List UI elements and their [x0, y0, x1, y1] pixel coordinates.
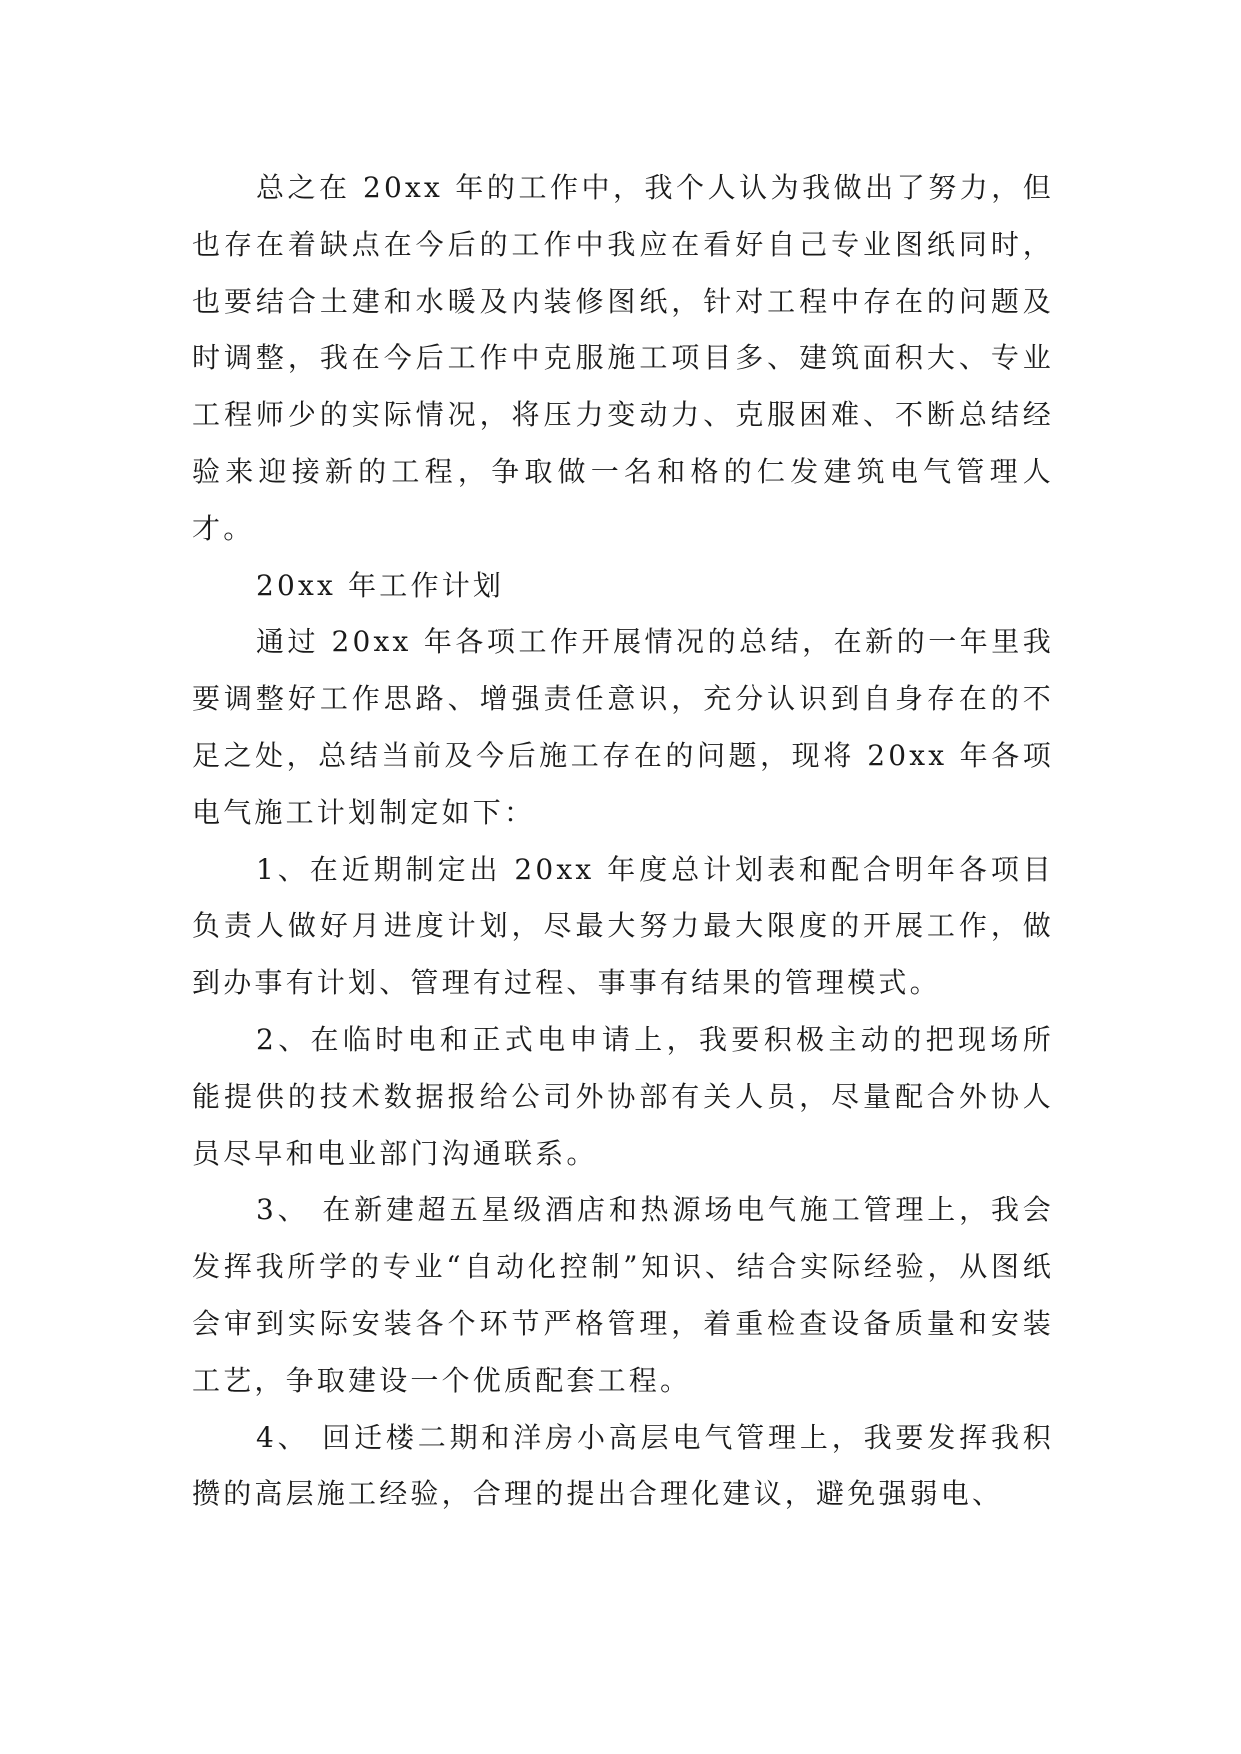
- paragraph-plan-item-4: 4、 回迁楼二期和洋房小高层电气管理上，我要发挥我积攒的高层施工经验，合理的提出合理化建议，避免强弱电、: [192, 1420, 1054, 1511]
- section-heading-work-plan: 20xx 年工作计划: [256, 568, 505, 602]
- paragraph-plan-item-3: 3、 在新建超五星级酒店和热源场电气施工管理上，我会发挥我所学的专业“自动化控制”知识、结合实际经验，从图纸会审到实际安装各个环节严格管理，着重检查设备质量和安装工艺，争取建设一个优质配套工程。: [192, 1193, 1054, 1397]
- paragraph-plan-intro: 通过 20xx 年各项工作开展情况的总结，在新的一年里我要调整好工作思路、增强责任意识，充分认识到自身存在的不足之处，总结当前及今后施工存在的问题，现将 20xx 年各项电气施工计划制定如下：: [192, 625, 1054, 829]
- document-body: [192, 160, 1054, 1523]
- paragraph-summary: 总之在 20xx 年的工作中，我个人认为我做出了努力，但也存在着缺点在今后的工作中我应在看好自己专业图纸同时，也要结合土建和水暖及内装修图纸，针对工程中存在的问题及时调整，我在今后工作中克服施工项目多、建筑面积大、专业工程师少的实际情况，将压力变动力、克服困难、不断总结经验来迎接新的工程，争取做一名和格的仁发建筑电气管理人才。: [192, 171, 1054, 545]
- paragraph-plan-item-2: 2、在临时电和正式电申请上，我要积极主动的把现场所能提供的技术数据报给公司外协部有关人员，尽量配合外协人员尽早和电业部门沟通联系。: [192, 1022, 1054, 1170]
- paragraph-plan-item-1: 1、在近期制定出 20xx 年度总计划表和配合明年各项目负责人做好月进度计划，尽最大努力最大限度的开展工作，做到办事有计划、管理有过程、事事有结果的管理模式。: [192, 852, 1054, 1000]
